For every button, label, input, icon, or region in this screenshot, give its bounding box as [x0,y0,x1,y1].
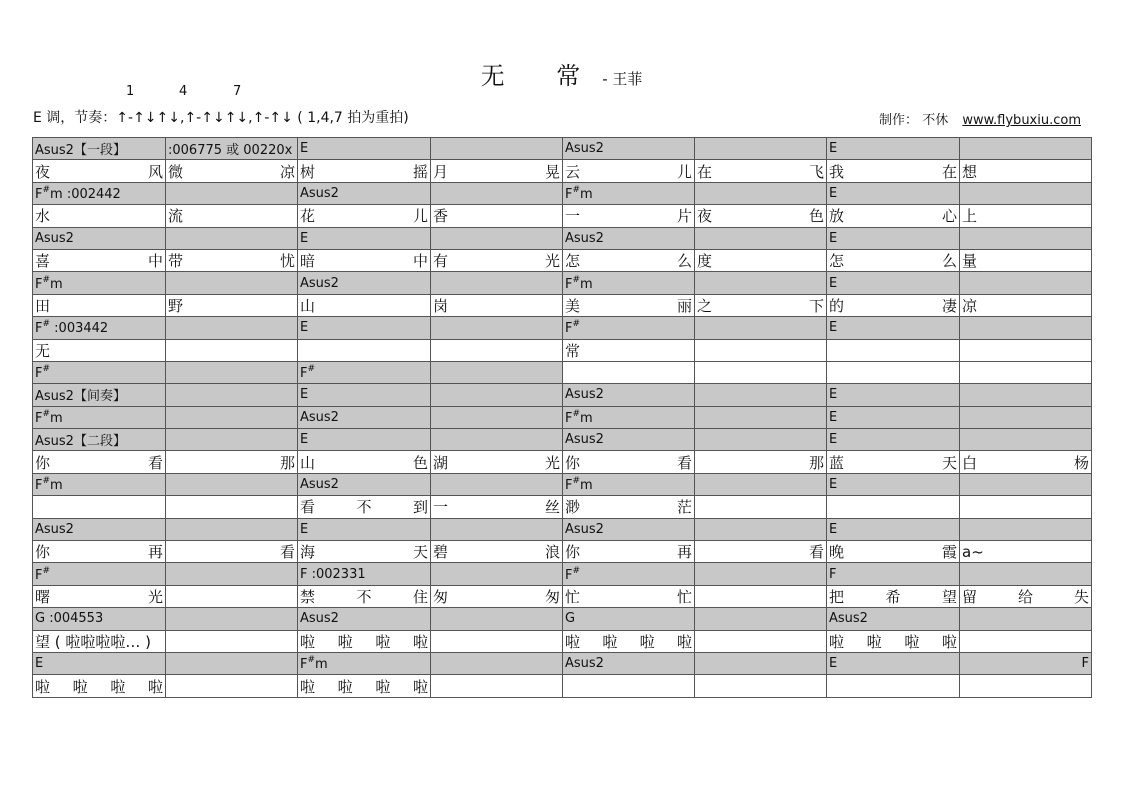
lyric-cell: 山 [298,294,431,316]
chord-cell: E [298,138,431,160]
lyric-cell: 看 不 到 [298,496,431,518]
chord-cell: F [960,652,1092,674]
lyric-cell: 看 [695,541,827,563]
lyric-cell: 流 [166,205,298,227]
chord-cell: F :002331 [298,563,431,585]
lyric-cell: 一 丝 [431,496,563,518]
lyric-cell [166,675,298,697]
chord-cell [431,272,563,294]
lyric-cell: 怎 么 [827,249,960,271]
chord-cell: Asus2 [298,272,431,294]
lyric-cell [166,339,298,361]
chord-cell [166,227,298,249]
lyric-cell [166,585,298,607]
chord-cell: E [827,652,960,674]
chord-cell: F# :003442 [33,317,166,339]
lyric-cell: 看 [166,541,298,563]
lyric-cell [298,339,431,361]
lyric-cell: 那 [166,451,298,473]
chord-cell: E [827,406,960,428]
beat-number: 1 [126,84,135,99]
chord-cell [166,652,298,674]
lyric-cell: 常 [563,339,695,361]
lyric-cell: 岗 [431,294,563,316]
lyric-row [33,496,1092,518]
lyric-cell: 啦 啦 啦 啦 [298,630,431,652]
lyric-cell: 禁 不 住 [298,585,431,607]
credits-label: 制作： [879,113,919,128]
song-title [0,56,1123,91]
lyric-cell: 之 下 [695,294,827,316]
chord-cell: Asus2 [33,227,166,249]
chord-cell: F# [563,317,695,339]
lyric-cell: 想 [960,160,1092,182]
lyric-cell: 云 儿 [563,160,695,182]
lyric-cell [827,496,960,518]
lyric-cell: 晚 霞 [827,541,960,563]
chord-cell: F# [33,361,166,383]
chord-cell: F#m [33,473,166,495]
chord-cell [166,563,298,585]
chord-cell [960,518,1092,540]
chord-cell [695,518,827,540]
chord-cell [166,272,298,294]
lyric-cell: 你 再 [563,541,695,563]
chord-cell [960,227,1092,249]
chord-row [33,138,1092,160]
chord-cell [695,384,827,406]
chord-cell [431,473,563,495]
lyric-cell: 渺 茫 [563,496,695,518]
lyric-cell: 把 希 望 [827,585,960,607]
lyric-cell [166,630,298,652]
chord-cell [431,361,563,383]
lyric-cell: 田 [33,294,166,316]
lyric-row [33,585,1092,607]
lyric-cell [960,339,1092,361]
chord-cell [695,317,827,339]
chord-cell [695,227,827,249]
lyric-cell [431,339,563,361]
lyric-cell: 啦 啦 啦 啦 [827,630,960,652]
key-rhythm-line: E 调，节奏：↑-↑↓↑↓,↑-↑↓↑↓,↑-↑↓ ( 1,4,7 拍为重拍) [33,110,409,126]
lyric-cell: 忙 忙 [563,585,695,607]
lyric-cell: 微 凉 [166,160,298,182]
chord-cell: Asus2【间奏】 [33,384,166,406]
chord-cell [960,182,1092,204]
lyric-row [33,339,1092,361]
chord-cell: Asus2 [563,652,695,674]
lyric-cell: 野 [166,294,298,316]
chord-cell: Asus2 [827,608,960,630]
lyric-cell: 我 在 [827,160,960,182]
lyric-cell: 花 儿 [298,205,431,227]
chord-row [33,406,1092,428]
chord-cell: Asus2 [298,406,431,428]
lyric-cell [695,339,827,361]
chord-cell: E [827,227,960,249]
lyric-row [33,249,1092,271]
lyric-cell: 湖 光 [431,451,563,473]
chord-cell: E [827,384,960,406]
lyric-cell [431,630,563,652]
lyric-cell: 留 给 失 [960,585,1092,607]
chord-cell [960,429,1092,451]
chord-cell [695,138,827,160]
chord-cell [431,406,563,428]
lyric-cell: 匆 匆 [431,585,563,607]
chord-row [33,652,1092,674]
chord-cell [695,272,827,294]
chord-cell [960,138,1092,160]
chord-cell: Asus2 [563,227,695,249]
lyric-cell [33,496,166,518]
chord-cell [431,518,563,540]
chord-lyric-sheet [32,137,1092,698]
chord-cell [695,652,827,674]
chord-cell: G [563,608,695,630]
chord-cell [431,227,563,249]
chord-cell: F#m [563,406,695,428]
chord-cell [960,473,1092,495]
lyric-cell: 你 再 [33,541,166,563]
lyric-cell: 无 [33,339,166,361]
lyric-cell [563,675,695,697]
chord-row [33,563,1092,585]
credits-author: 不休 [922,113,949,128]
chord-cell: F# [298,361,431,383]
lyric-cell [695,675,827,697]
lyric-cell: 怎 么 [563,249,695,271]
chord-cell [166,429,298,451]
chord-row [33,473,1092,495]
lyric-cell: 啦 啦 啦 啦 [563,630,695,652]
chord-cell: E [33,652,166,674]
chord-cell: Asus2 [33,518,166,540]
chord-cell [695,361,827,383]
chord-cell [431,317,563,339]
lyric-cell: 水 [33,205,166,227]
lyric-cell: 望 ( 啦啦啦啦… ) [33,630,166,652]
title-separator: - [602,70,613,88]
lyric-cell: 树 摇 [298,160,431,182]
lyric-cell: 量 [960,249,1092,271]
chord-cell: Asus2 [298,473,431,495]
chord-row [33,384,1092,406]
chord-row [33,182,1092,204]
lyric-cell: 夜 色 [695,205,827,227]
beat-number: 7 [233,84,242,99]
lyric-cell: 你 看 [33,451,166,473]
chord-cell [166,473,298,495]
lyric-cell: 有 光 [431,249,563,271]
lyric-cell: 喜 中 [33,249,166,271]
chord-cell [166,406,298,428]
lyric-row [33,294,1092,316]
chord-cell [166,182,298,204]
chord-cell: E [298,384,431,406]
lyric-row [33,205,1092,227]
chord-cell [960,384,1092,406]
chord-cell [695,429,827,451]
chord-cell [166,518,298,540]
chord-row [33,361,1092,383]
beat-number: 4 [179,84,188,99]
lyric-cell: 你 看 [563,451,695,473]
chord-cell [431,138,563,160]
lyric-cell: 暗 中 [298,249,431,271]
chord-cell [695,406,827,428]
lyric-cell [960,630,1092,652]
lyric-cell: 海 天 [298,541,431,563]
chord-cell [431,563,563,585]
lyric-cell: 月 晃 [431,160,563,182]
lyric-cell: 香 [431,205,563,227]
chord-cell [960,608,1092,630]
chord-cell [960,272,1092,294]
chord-cell [960,361,1092,383]
chord-cell [960,317,1092,339]
lyric-cell: 的 凄 [827,294,960,316]
lyric-cell: 凉 [960,294,1092,316]
chord-cell [960,563,1092,585]
lyric-cell: a~ [960,541,1092,563]
chord-cell: F#m [563,473,695,495]
credits [879,109,1081,128]
chord-cell: E [827,182,960,204]
lyric-cell: 啦 啦 啦 啦 [33,675,166,697]
lyric-cell: 曙 光 [33,585,166,607]
chord-cell: F#m [298,652,431,674]
chord-cell: E [298,317,431,339]
lyric-cell: 美 丽 [563,294,695,316]
chord-cell [431,652,563,674]
chord-cell [695,563,827,585]
lyric-cell: 上 [960,205,1092,227]
lyric-cell: 蓝 天 [827,451,960,473]
chord-cell [431,608,563,630]
chord-cell: F [827,563,960,585]
chord-cell: Asus2【二段】 [33,429,166,451]
chord-cell [695,473,827,495]
chord-cell [563,361,695,383]
chord-row [33,272,1092,294]
chord-cell: E [827,518,960,540]
lyric-cell [960,675,1092,697]
lyric-cell: 在 飞 [695,160,827,182]
chord-cell: Asus2 [298,608,431,630]
chord-cell [166,608,298,630]
lyric-row [33,541,1092,563]
chord-row [33,429,1092,451]
chord-cell [960,406,1092,428]
lyric-cell: 那 [695,451,827,473]
lyric-cell [431,675,563,697]
lyric-cell: 白 杨 [960,451,1092,473]
chord-row [33,518,1092,540]
website-link[interactable]: www.flybuxiu.com [962,113,1081,128]
chord-cell: E [298,518,431,540]
chord-cell: E [827,272,960,294]
chord-cell: E [298,429,431,451]
chord-cell [431,182,563,204]
chord-cell: F#m [563,272,695,294]
chord-row [33,227,1092,249]
lyric-cell: 山 色 [298,451,431,473]
lyric-cell: 带 忧 [166,249,298,271]
lyric-cell: 夜 风 [33,160,166,182]
chord-cell: Asus2 [563,384,695,406]
chord-cell: F#m [33,406,166,428]
chord-cell: :006775 或 00220x [166,138,298,160]
chord-row [33,608,1092,630]
lyric-cell [827,339,960,361]
chord-cell: F#m :002442 [33,182,166,204]
lyric-cell: 碧 浪 [431,541,563,563]
chord-cell [431,384,563,406]
chord-cell [166,317,298,339]
lyric-cell [695,585,827,607]
lyric-row [33,160,1092,182]
chord-cell: E [827,429,960,451]
chord-cell: Asus2 [298,182,431,204]
lyric-cell: 啦 啦 啦 啦 [298,675,431,697]
chord-cell: F#m [33,272,166,294]
chord-cell: E [827,317,960,339]
chord-cell [695,182,827,204]
chord-cell: Asus2 [563,429,695,451]
chord-cell: E [298,227,431,249]
chord-cell: G :004553 [33,608,166,630]
chord-cell: E [827,473,960,495]
chord-cell: Asus2 [563,138,695,160]
lyric-row [33,675,1092,697]
chord-cell [166,361,298,383]
artist-name: 王菲 [612,70,643,88]
lyric-cell [695,630,827,652]
lyric-cell [695,496,827,518]
chord-cell: E [827,138,960,160]
chord-cell: Asus2【一段】 [33,138,166,160]
chord-cell: Asus2 [563,518,695,540]
lyric-cell: 一 片 [563,205,695,227]
chord-row [33,317,1092,339]
lyric-cell [166,496,298,518]
chord-cell [827,361,960,383]
lyric-cell: 度 [695,249,827,271]
chord-cell [431,429,563,451]
chord-cell: F# [33,563,166,585]
chord-cell: F#m [563,182,695,204]
lyric-row [33,630,1092,652]
chord-cell: F# [563,563,695,585]
chord-cell [695,608,827,630]
lyric-cell [960,496,1092,518]
song-title-main: 无 常 [480,62,603,90]
chord-cell [166,384,298,406]
lyric-cell [827,675,960,697]
lyric-row [33,451,1092,473]
lyric-cell: 放 心 [827,205,960,227]
